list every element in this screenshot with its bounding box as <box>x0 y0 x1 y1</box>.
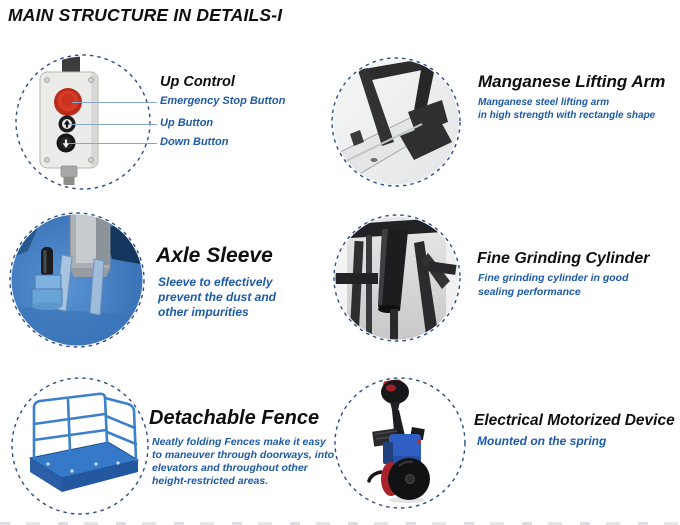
page-title: MAIN STRUCTURE IN DETAILS-I <box>8 5 283 25</box>
callout-label-up-button: Up Button <box>160 117 214 129</box>
callout-line <box>72 102 157 103</box>
description-line: Manganese steel lifting arm <box>478 97 610 108</box>
feature-title-fence: Detachable Fence <box>149 407 320 429</box>
lifting-arm-photo <box>330 56 462 188</box>
axle-sleeve-circle <box>8 211 146 354</box>
feature-title-motorized-device: Electrical Motorized Device <box>474 412 675 429</box>
feature-desc-axle-sleeve <box>158 275 276 320</box>
feature-desc-fence <box>152 436 334 488</box>
description-line: Fine grinding cylinder in good <box>478 272 629 284</box>
grinding-cylinder-circle <box>332 213 462 348</box>
description-line: Mounted on the spring <box>477 434 607 448</box>
control-box-photo <box>14 53 152 191</box>
feature-desc-grinding-cylinder <box>478 272 629 299</box>
callout-label-down-button: Down Button <box>160 136 229 148</box>
description-line: height-restricted areas. <box>152 475 269 487</box>
feature-desc-lifting-arm <box>478 96 655 122</box>
callout-label-emergency-stop: Emergency Stop Button <box>160 95 286 107</box>
description-line: Neatly folding Fences make it easy <box>152 436 326 448</box>
callout-line <box>68 143 157 144</box>
description-line: elevators and throughout other <box>152 462 308 474</box>
feature-title-up-control: Up Control <box>160 74 235 90</box>
description-line: sealing performance <box>478 285 581 298</box>
motorized-device-photo <box>333 376 467 510</box>
axle-sleeve-photo <box>8 211 146 349</box>
lifting-arm-circle <box>330 56 462 193</box>
feature-title-axle-sleeve: Axle Sleeve <box>156 244 273 267</box>
fence-circle <box>10 376 150 521</box>
description-line: in high strength with rectangle shape <box>478 110 656 121</box>
description-line: other impurities <box>158 305 249 319</box>
feature-title-lifting-arm: Manganese Lifting Arm <box>478 72 666 91</box>
motorized-device-circle <box>333 376 467 515</box>
grinding-cylinder-photo <box>332 213 462 343</box>
callout-line <box>70 124 157 125</box>
feature-desc-motorized-device <box>477 434 606 448</box>
description-line: to maneuver through doorways, into <box>152 449 335 461</box>
description-line: prevent the dust and <box>158 290 277 304</box>
fence-photo <box>10 376 150 516</box>
feature-title-grinding-cylinder: Fine Grinding Cylinder <box>477 250 650 267</box>
description-line: Sleeve to effectively <box>158 275 273 289</box>
